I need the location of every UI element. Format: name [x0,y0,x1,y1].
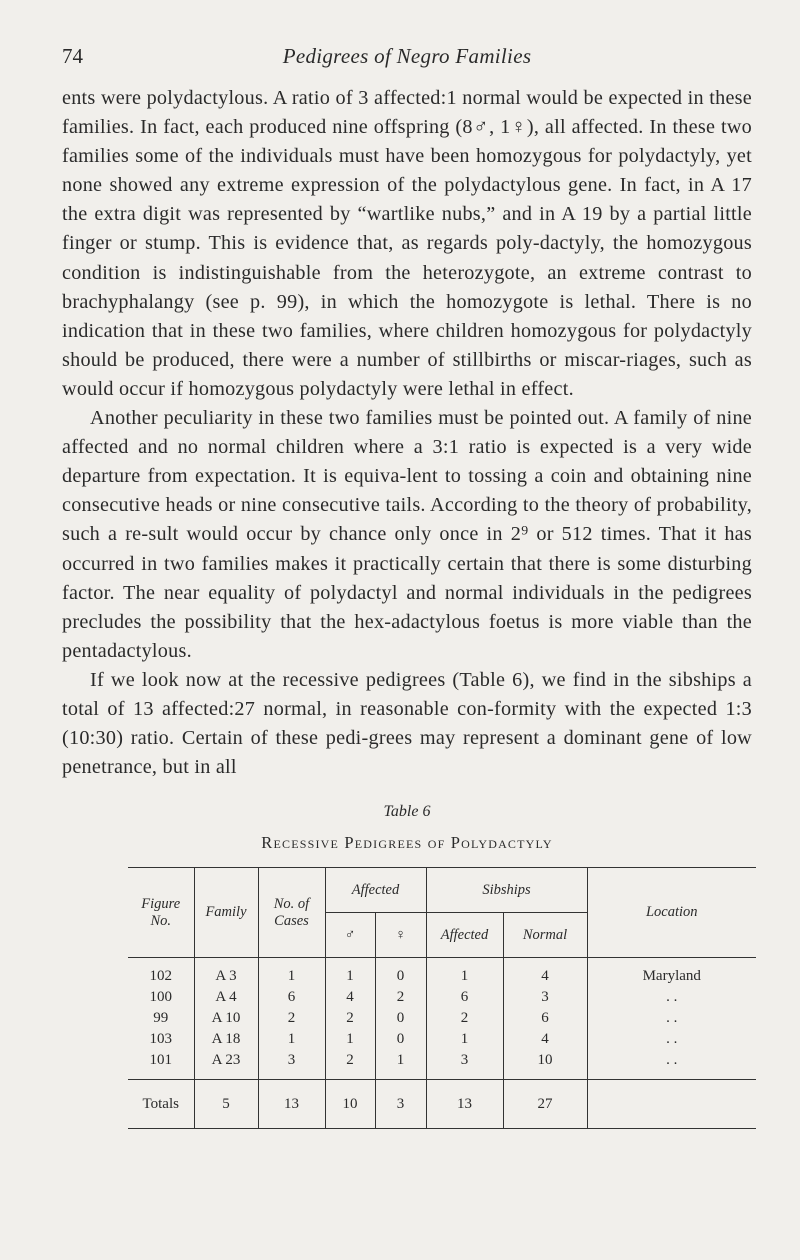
cell-fig: 100 [149,989,172,1005]
body-text [62,84,752,782]
cell-sib-affected: 2 [426,1008,503,1029]
cell-sib-normal: 3 [503,987,587,1008]
cell-female: 2 [375,987,426,1008]
totals-family: 5 [194,1080,258,1129]
cell-sib-affected: 6 [426,987,503,1008]
table-row [128,1050,756,1080]
cell-sib-normal: 6 [503,1008,587,1029]
running-title: Pedigrees of Negro Families [282,44,532,68]
cell-sib-normal: 4 [503,958,587,988]
header-no-of-cases: No. of Cases [258,868,325,958]
table-row [128,958,756,988]
cell-cases: 2 [258,1008,325,1029]
cell-fig: 99 [153,1010,169,1026]
cell-female: 0 [375,1029,426,1050]
cell-male: 4 [325,987,375,1008]
polydactyly-table [128,867,756,1129]
cell-family: A 23 [194,1050,258,1080]
cell-male: 2 [325,1008,375,1029]
totals-female: 3 [375,1080,426,1129]
table-row [128,1029,756,1050]
cell-location: Maryland [587,958,756,988]
cell-location: . . [587,987,756,1008]
cell-fig: 102 [149,968,172,984]
totals-sib-normal: 27 [503,1080,587,1129]
header-location: Location [587,868,756,958]
cell-sib-affected: 3 [426,1050,503,1080]
cell-cases: 6 [258,987,325,1008]
cell-female: 1 [375,1050,426,1080]
table-title: Recessive Pedigrees of Polydactyly [261,833,553,852]
header-male: ♂ [325,913,375,958]
header-sib-affected: Affected [426,913,503,958]
cell-cases: 3 [258,1050,325,1080]
cell-fig: 103 [149,1031,172,1047]
cell-location: . . [587,1029,756,1050]
totals-row [128,1080,756,1129]
cell-sib-affected: 1 [426,1029,503,1050]
page-header [62,44,752,80]
table-row [128,987,756,1008]
cell-male: 1 [325,1029,375,1050]
cell-family: A 4 [194,987,258,1008]
header-affected: Affected [325,868,426,913]
totals-male: 10 [325,1080,375,1129]
header-family: Family [194,868,258,958]
table-row [128,1008,756,1029]
totals-sib-affected: 13 [426,1080,503,1129]
cell-location: . . [587,1008,756,1029]
totals-location [587,1080,756,1129]
header-figure-no: Figure No. [128,868,194,958]
paragraph-2: Another peculiarity in these two families must be pointed out. A family of nine affected and no normal children where a 3:1 ratio is expected is a very wide departure from expectation. It is equiva-lent to tossing a coin and obtaining nine consecutive heads or nine consecutive tails. According to the theory of probability, such a re-sult would occur by chance only once in 2⁹ or 512 times. That it has occurred in two families makes it practically certain that there is some disturbing factor. The near equality of polydactyl and normal individuals in the pedigrees precludes the possibility that the hex-adactylous foetus is more viable than the pentadactylous. [62,407,752,662]
header-sib-normal: Normal [503,913,587,958]
cell-family: A 10 [194,1008,258,1029]
cell-family: A 18 [194,1029,258,1050]
table-caption: Table 6 [383,803,431,820]
cell-sib-normal: 10 [503,1050,587,1080]
cell-male: 2 [325,1050,375,1080]
cell-family: A 3 [194,958,258,988]
cell-fig: 101 [128,1050,194,1080]
cell-location: . . [587,1050,756,1080]
cell-sib-normal: 4 [503,1029,587,1050]
cell-cases: 1 [258,958,325,988]
paragraph-1: ents were polydactylous. A ratio of 3 affected:1 normal would be expected in these families. In fact, each produced nine offspring (8♂, 1♀), all affected. In these two families some of the individuals must have been homozygous for polydactyly, yet none showed any extreme expression of the polydactylous gene. In fact, in A 17 the extra digit was represented by “wartlike nubs,” and in A 19 by a partial little finger or stump. This is evidence that, as regards poly-dactyly, the homozygous condition is indistinguishable from the heterozygote, an extreme contrast to brachyphalangy (see p. 99), in which the homozygote is lethal. There is no indication that in these two families, where children homozygous for polydactyly should be produced, there were a number of stillbirths or miscar-riages, such as would occur if homozygous polydactyly were lethal in effect. [62,87,752,400]
cell-male: 1 [325,958,375,988]
page-number: 74 [62,44,83,68]
totals-cases: 13 [258,1080,325,1129]
paragraph-3: If we look now at the recessive pedigrees (Table 6), we find in the sibships a total of 13 affected:27 normal, in reasonable con-formity with the expected 1:3 (10:30) ratio. Certain of these pedi-grees may represent a dominant gene of low penetrance, but in all [62,668,752,779]
cell-sib-affected: 1 [426,958,503,988]
header-female: ♀ [375,913,426,958]
header-sibships: Sibships [426,868,587,913]
cell-cases: 1 [258,1029,325,1050]
cell-female: 0 [375,958,426,988]
cell-female: 0 [375,1008,426,1029]
totals-label: Totals [128,1080,194,1129]
